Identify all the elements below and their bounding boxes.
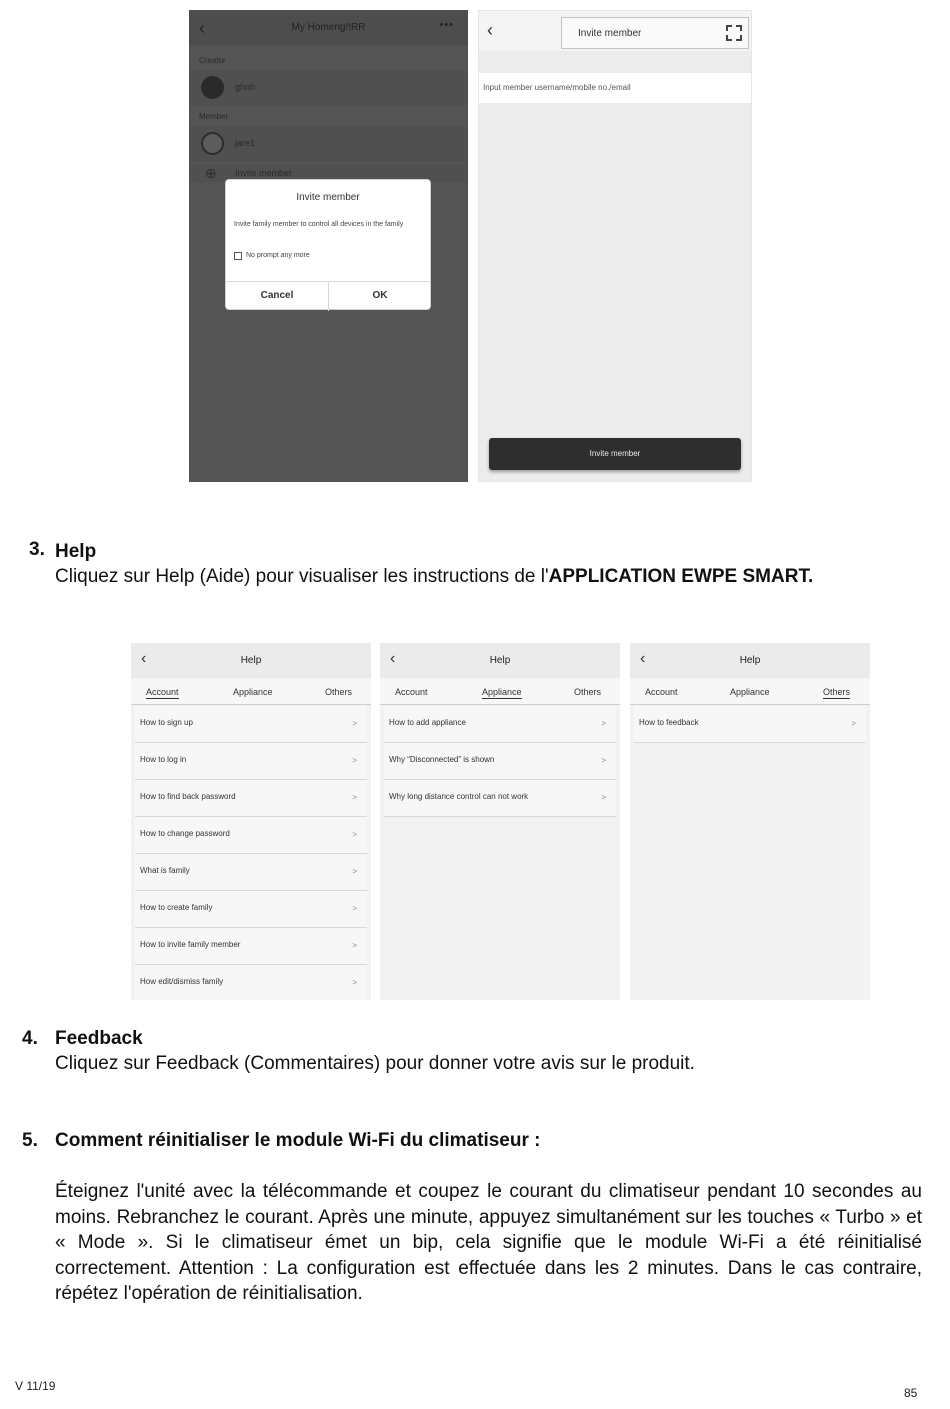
no-prompt-checkbox[interactable] <box>234 252 242 260</box>
chevron-right-icon: > <box>352 793 357 802</box>
creator-row[interactable] <box>189 70 468 106</box>
help-header <box>380 643 620 678</box>
invite-member-search[interactable] <box>561 17 749 49</box>
section-3-number: 3. <box>29 539 45 560</box>
list-item[interactable] <box>135 854 367 891</box>
back-icon[interactable]: ‹ <box>640 650 646 667</box>
chevron-right-icon: > <box>601 793 606 802</box>
list-item[interactable] <box>135 891 367 928</box>
help-header <box>131 643 371 678</box>
chevron-right-icon: > <box>352 867 357 876</box>
list-item[interactable] <box>384 706 616 743</box>
list-item[interactable] <box>135 706 367 743</box>
list-item-label: Why “Disconnected” is shown <box>389 755 495 764</box>
help-title: Help <box>240 655 262 666</box>
chevron-right-icon: > <box>601 756 606 765</box>
help-list <box>384 706 616 817</box>
creator-name: ghnh <box>235 82 256 92</box>
creator-section-label: Creator <box>199 56 226 65</box>
list-item[interactable] <box>135 780 367 817</box>
cancel-button[interactable]: Cancel <box>260 290 294 301</box>
back-icon[interactable]: ‹ <box>199 18 205 38</box>
tab-account[interactable]: Account <box>395 687 428 697</box>
list-item-label: How to add appliance <box>389 718 466 727</box>
list-item-label: How to invite family member <box>140 940 241 949</box>
list-item[interactable] <box>135 817 367 854</box>
back-icon[interactable]: ‹ <box>487 20 493 40</box>
chevron-right-icon: > <box>851 719 856 728</box>
list-item[interactable] <box>135 965 367 1000</box>
list-item[interactable] <box>135 743 367 780</box>
list-item[interactable] <box>135 928 367 965</box>
help-tabs <box>380 679 620 705</box>
list-item-label: How to find back password <box>140 792 236 801</box>
plus-icon: ⊕ <box>205 165 217 181</box>
section-4-heading: Feedback <box>55 1028 143 1049</box>
chevron-right-icon: > <box>352 830 357 839</box>
version-label: V 11/19 <box>15 1379 56 1393</box>
tab-appliance[interactable]: Appliance <box>482 687 522 697</box>
section-4-number: 4. <box>22 1028 38 1049</box>
list-item-label: How to feedback <box>639 718 699 727</box>
page-number: 85 <box>904 1386 918 1400</box>
help-list <box>135 706 367 1000</box>
ok-button[interactable]: OK <box>372 290 388 301</box>
member-section-label: Member <box>199 112 229 121</box>
invite-member-screenshot <box>478 10 752 482</box>
no-prompt-label: No prompt any more <box>246 252 310 259</box>
back-icon[interactable]: ‹ <box>141 650 147 667</box>
tab-others[interactable]: Others <box>823 687 851 697</box>
list-item-label: How to change password <box>140 829 230 838</box>
help-tabs <box>630 679 870 705</box>
list-item-label: How to log in <box>140 755 187 764</box>
section-3-text-bold: APPLICATION EWPE SMART. <box>548 566 814 587</box>
section-4-text: Cliquez sur Feedback (Commentaires) pour donner votre avis sur le produit. <box>55 1053 695 1074</box>
tab-others[interactable]: Others <box>574 687 602 697</box>
chevron-right-icon: > <box>352 904 357 913</box>
list-item-label: Why long distance control can not work <box>389 792 529 801</box>
help-panel-appliance <box>380 643 620 1000</box>
help-title: Help <box>489 655 511 666</box>
section-5-number: 5. <box>22 1130 38 1151</box>
help-title: Help <box>739 655 761 666</box>
member-input-placeholder: Input member username/mobile no./email <box>483 83 631 92</box>
section-3-text-plain: Cliquez sur Help (Aide) pour visualiser les instructions de l' <box>55 566 549 587</box>
tab-account[interactable]: Account <box>645 687 678 697</box>
help-list <box>634 706 866 743</box>
list-item-label: How to sign up <box>140 718 193 727</box>
list-item-label: How to create family <box>140 903 213 912</box>
avatar <box>201 76 224 99</box>
chevron-right-icon: > <box>601 719 606 728</box>
scan-icon[interactable] <box>726 25 742 41</box>
list-item-label: What is family <box>140 866 190 875</box>
family-title: My Homeng!!RR <box>291 22 366 33</box>
avatar <box>201 132 224 155</box>
tab-appliance[interactable]: Appliance <box>730 687 770 697</box>
chevron-right-icon: > <box>352 719 357 728</box>
help-panel-account <box>131 643 371 1000</box>
list-item-label: How edit/dismiss family <box>140 977 224 986</box>
invite-member-row-label: Invite member <box>235 168 293 178</box>
list-item[interactable] <box>634 706 866 743</box>
section-5-text: Éteignez l'unité avec la télécommande et coupez le courant du climatiseur pendant 10 secondes au moins. Rebranchez le courant. Après une minute, appuyez simultanément sur les touches « Turbo » et « Mode ». Si le climatiseur émet un bip, cela signifie que le module Wi-Fi a été réinitialisé correctement. Attention : La configuration est effectuée dans les 2 minutes. Dans le cas contraire, répétez l'opération de réinitialisation. <box>55 1181 922 1304</box>
invite-search-label: Invite member <box>578 28 642 39</box>
list-item[interactable] <box>384 743 616 780</box>
help-panel-others <box>630 643 870 1000</box>
section-3-text <box>55 564 922 590</box>
list-item[interactable] <box>384 780 616 817</box>
help-header <box>630 643 870 678</box>
tab-appliance[interactable]: Appliance <box>233 687 273 697</box>
back-icon[interactable]: ‹ <box>390 650 396 667</box>
tab-account[interactable]: Account <box>146 687 179 697</box>
family-header <box>189 10 468 46</box>
more-icon[interactable]: ••• <box>439 19 454 31</box>
family-screenshot <box>189 10 468 482</box>
chevron-right-icon: > <box>352 756 357 765</box>
section-3-heading: Help <box>55 541 97 562</box>
section-5-heading: Comment réinitialiser le module Wi-Fi du climatiseur : <box>55 1130 541 1151</box>
member-input-field[interactable] <box>479 73 751 103</box>
dialog-message: Invite family member to control all devices in the family <box>234 221 404 228</box>
invite-header <box>479 11 751 51</box>
chevron-right-icon: > <box>352 941 357 950</box>
member-row[interactable] <box>189 126 468 162</box>
help-tabs <box>131 679 371 705</box>
dialog-title: Invite member <box>296 192 360 203</box>
tab-others[interactable]: Others <box>325 687 353 697</box>
invite-member-button[interactable]: Invite member <box>489 438 741 470</box>
chevron-right-icon: > <box>352 978 357 987</box>
member-name: jare1 <box>235 138 256 148</box>
invite-dialog <box>225 179 431 310</box>
